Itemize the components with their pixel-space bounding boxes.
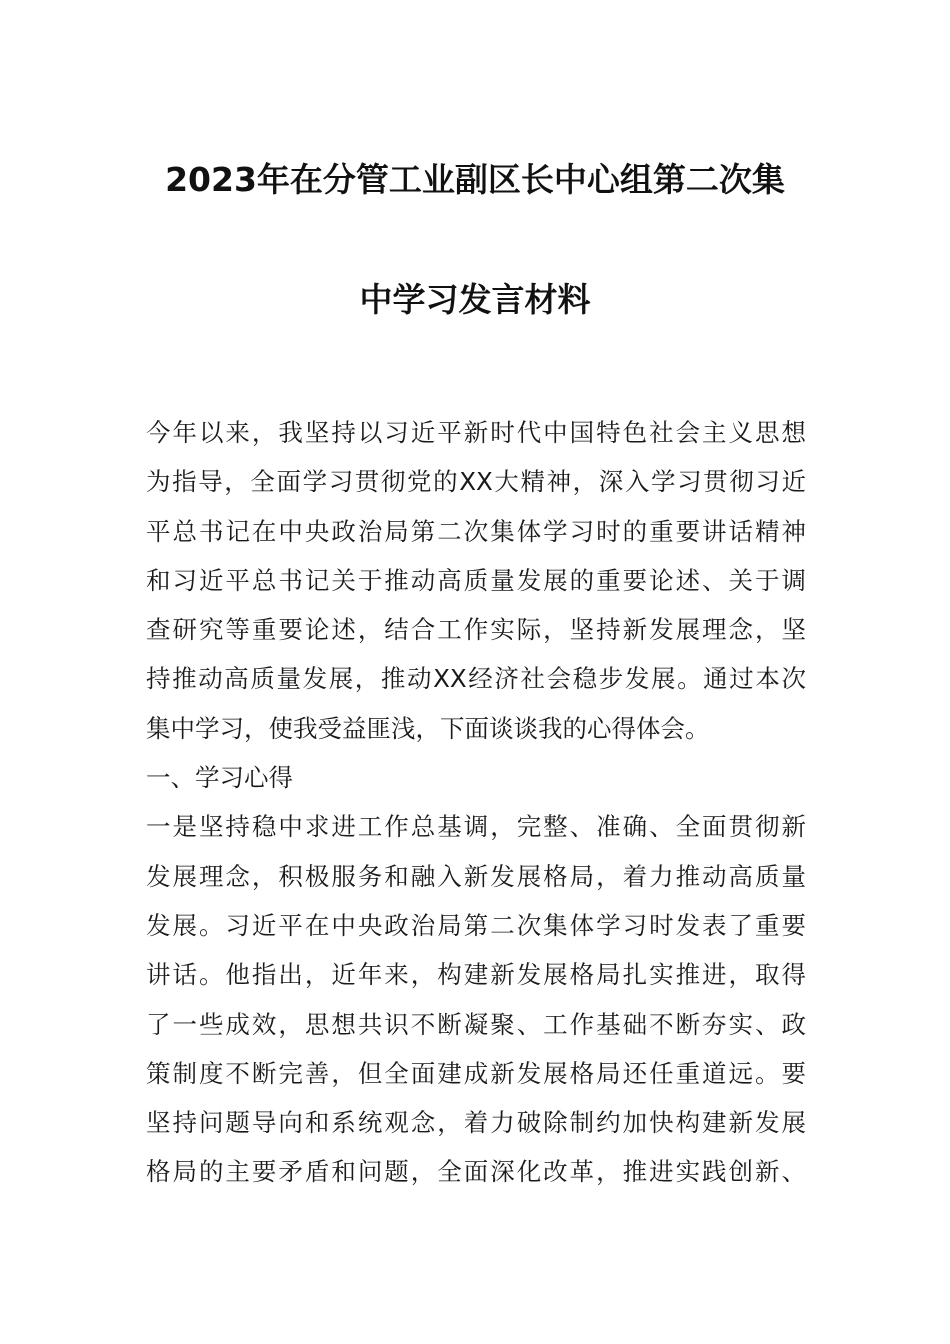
body-line: 发展理念，积极服务和融入新发展格局，着力推动高质量 <box>146 861 806 891</box>
body-line: 和习近平总书记关于推动高质量发展的重要论述、关于调 <box>146 565 806 595</box>
body-line: 讲话。他指出，近年来，构建新发展格局扎实推进，取得 <box>146 960 806 990</box>
body-line: 今年以来，我坚持以习近平新时代中国特色社会主义思想 <box>146 418 806 447</box>
body-line: 集中学习，使我受益匪浅，下面谈谈我的心得体会。 <box>146 713 710 743</box>
body-line: 策制度不断完善，但全面建成新发展格局还任重道远。要 <box>146 1058 806 1088</box>
body-line: 为指导，全面学习贯彻党的XX大精神，深入学习贯彻习近 <box>146 467 806 497</box>
body-line: 持推动高质量发展，推动XX经济社会稳步发展。通过本次 <box>146 664 806 694</box>
body-line: 格局的主要矛盾和问题，全面深化改革，推进实践创新、 <box>146 1157 806 1187</box>
section-heading: 一、学习心得 <box>146 763 293 793</box>
body-line: 查研究等重要论述，结合工作实际，坚持新发展理念，坚 <box>146 615 806 645</box>
body-line: 发展。习近平在中央政治局第二次集体学习时发表了重要 <box>146 910 806 940</box>
body-line: 平总书记在中央政治局第二次集体学习时的重要讲话精神 <box>146 516 806 546</box>
body-line: 一是坚持稳中求进工作总基调，完整、准确、全面贯彻新 <box>146 812 806 842</box>
document-title-line-2: 中学习发言材料 <box>359 280 591 319</box>
document-title-line-1: 2023年在分管工业副区长中心组第二次集 <box>165 160 785 199</box>
body-line: 坚持问题导向和系统观念，着力破除制约加快构建新发展 <box>146 1108 806 1138</box>
document-body <box>146 408 806 1197</box>
body-line: 了一些成效，思想共识不断凝聚、工作基础不断夯实、政 <box>146 1009 806 1039</box>
